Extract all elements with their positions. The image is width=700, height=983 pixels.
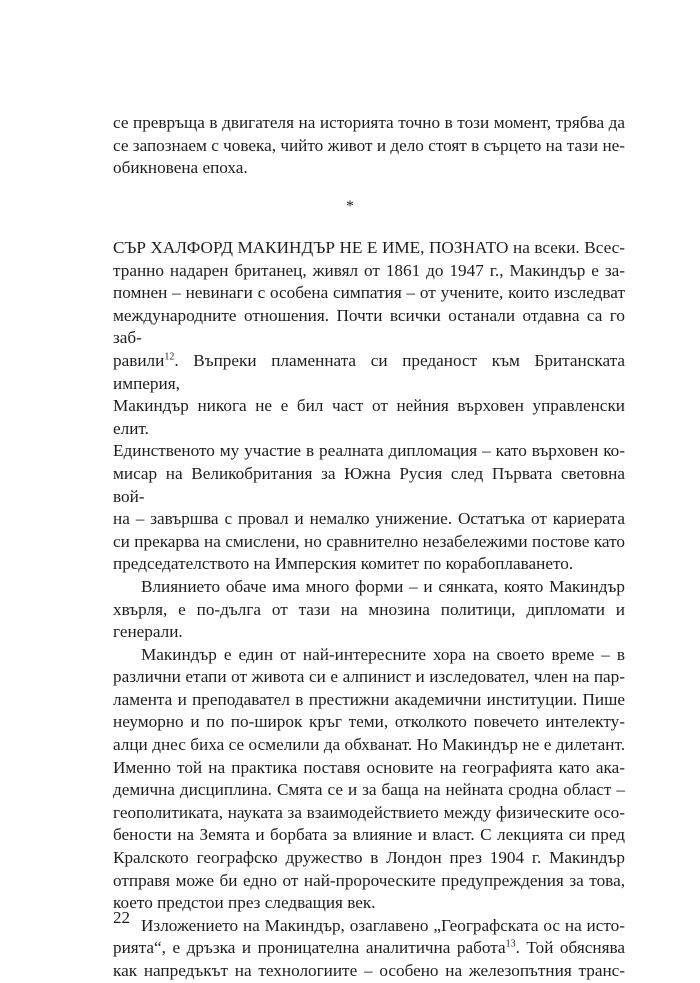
text-line: геополитиката, науката за взаимодействието между физическите осо- (113, 802, 625, 822)
text-line: СЪР ХАЛФОРД МАКИНДЪР НЕ Е ИМЕ, ПОЗНАТО на всеки. Всес- (113, 238, 625, 257)
text-line: бености на Земята и борбата за влияние и власт. С лекцията си пред (113, 825, 625, 845)
text-line: Изложението на Макиндър, озаглавено „Географската ос на исто- (141, 915, 625, 935)
text-line: се превръща в двигателя на историята точно в този момент, трябва да (113, 113, 625, 132)
text-line: се запознаем с човека, чийто живот и дело стоят в сърцето на тази не- (113, 135, 625, 155)
paragraph-4 (113, 644, 625, 915)
text-segment: рията“, е дръзка и проницателна аналитична работа (113, 938, 506, 958)
text-line: как напредъкът на технологиите – особено на железопътния транс- (113, 961, 625, 980)
text-line: Влиянието обаче има много форми – и сянката, която Макиндър (141, 576, 625, 596)
text-line: международните отношения. Почти всички останали отдавна са го заб- (113, 305, 625, 348)
page-number: 22 (113, 908, 130, 927)
text-line: мисар на Великобритания за Южна Русия след Първата световна вой- (113, 463, 625, 506)
text-line: Макиндър никога не е бил част от нейния върховен управленски елит. (113, 396, 625, 438)
text-line (113, 937, 625, 960)
text-line: отправя може би едно от най-пророческите предупреждения за това, (113, 870, 625, 890)
section-separator: * (346, 198, 354, 215)
paragraph-3 (113, 576, 625, 644)
text-segment: . Въпреки пламенната си преданост към Британската империя, (113, 350, 625, 393)
paragraph-1 (113, 112, 625, 180)
text-line: Макиндър е един от най-интересните хора на своето време – в (141, 644, 625, 664)
body-text (113, 112, 625, 180)
text-segment: равили (113, 350, 165, 370)
text-line: Кралското географско дружество в Лондон през 1904 г. Макиндър (113, 848, 625, 868)
text-line: хвърля, е по-дълга от тази на мнозина политици, дипломати и генерали. (113, 599, 625, 642)
text-line: обикновена епоха. (113, 158, 248, 178)
text-line: Именно той на практика поставя основите на географията като ака- (113, 757, 625, 777)
text-line: ламента и преподавател в престижни академични институции. Пише (113, 689, 625, 709)
text-line: председателството на Имперския комитет по корабоплаването. (113, 554, 574, 574)
text-segment: . Той обяснява (515, 938, 625, 958)
paragraph-2 (113, 237, 625, 576)
paragraph-5 (113, 915, 625, 983)
text-line: транно надарен британец, живял от 1861 до 1947 г., Макиндър е за- (113, 260, 625, 280)
body-text-2 (113, 237, 625, 983)
text-line: демична дисциплина. Смята се и за баща на нейната сродна област – (113, 780, 625, 800)
text-line (113, 350, 625, 395)
text-line: алци днес биха се осмелили да обхванат. Но Макиндър не е дилетант. (113, 735, 625, 755)
text-line: си прекарва на смислени, но сравнително незабележими постове като (113, 531, 625, 551)
text-line: Единственото му участие в реалната дипломация – като върховен ко- (113, 441, 625, 461)
footnote-ref-12: 12 (164, 351, 175, 363)
text-line: различни етапи от живота си е алпинист и изследовател, член на пар- (113, 667, 625, 687)
text-line: помнен – невинаги с особена симпатия – от учените, които изследват (113, 283, 625, 303)
text-line: което предстои през следващия век. (113, 893, 376, 913)
text-line: неуморно и по по-широк кръг теми, отколкото повечето интелекту- (113, 712, 625, 732)
text-line: на – завършва с провал и немалко унижение. Остатъка от кариерата (113, 509, 625, 529)
footnote-ref-13: 13 (505, 938, 516, 950)
